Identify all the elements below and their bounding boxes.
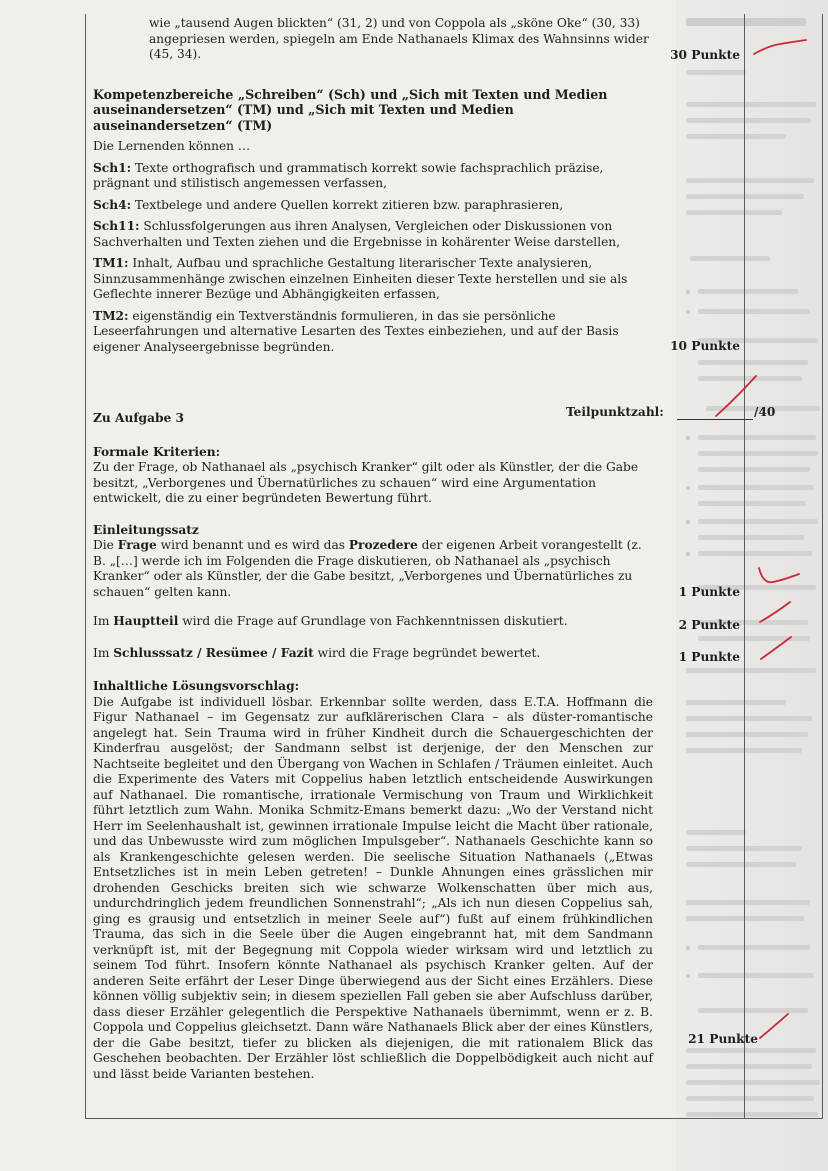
task-heading: Zu Aufgabe 3 bbox=[93, 411, 184, 425]
competency-sch11: Sch11: Schlussfolgerungen aus ihren Analysen, Vergleichen oder Diskussionen von Sachverhalten und Texten ziehen und die Ergebnisse in kohärenter Weise darstellen, bbox=[93, 219, 621, 249]
formal-criteria-heading: Formale Kriterien: bbox=[93, 444, 221, 459]
content-text: Die Aufgabe ist individuell lösbar. Erkennbar sollte werden, dass E.T.A. Hoffmann die Figur Nathanael – im Gegensatz zur aufklärerischen Clara – als düster-romantische angelegt hat. Sein Trauma wird in früher Kindheit durch die Schauergeschichten der Kinderfrau ausgelöst; der Sandmann selbst ist derjenige, der den Menschen zur Nachtseite begleitet und den Übergang von Wachen in Schlafen / Träumen einleitet. Auch die Experimente des Vaters mit Coppelius haben letztlich entscheidende Auswirkungen auf Nathanael. Die romantische, irrationale Vermischung von Traum und Wirklichkeit führt letztlich zum Wahn. Monika Schmitz-Emans bemerkt dazu: „Wo der Verstand nicht Herr im Seelenhaushalt ist, gewinnen irrationale Impulse leicht die Macht über rationale, und das Unbewusste wird zum möglichen Impulsgeber“. Nathanaels Geschichte kann so als Krankengeschichte gelesen werden. Die seelische Situation Nathanaels („Etwas Entsetzliches ist in mein Leben getreten! – Dunkle Ahnungen eines grässlichen mir drohenden Geschicks breiten sich wie schwarze Wolkenschatten über mich aus, undurchdringlich jedem freundlichen Sonnenstrahl“; „Als ich nun diesen Coppelius sah, ging es grausig und entsetzlich in meiner Seele auf“) fußt auf einem frühkindlichen Trauma, das sich in die Seele über die Augen eingebrannt hat, mit dem Sandmann verknüpft ist, mit der Begegnung mit Coppola wieder wirksam wird und letztlich zu seinem Tod führt. Insofern könnte Nathanael als psychisch Kranker gelten. Auf der anderen Seite erfährt der Leser Dinge überwiegend aus der Sicht eines Erzählers. Diese können völlig subjektiv sein; in diesem speziellen Fall geben sie aber Aufschluss darüber, dass dieser Erzähler gelegentlich die Perspektive Nathanaels übernimmt, wenn er z. B. Coppola und Coppelius gleichsetzt. Dann wäre Nathanaels Blick aber der eines Künstlers, der die Gabe besitzt, tiefer zu blicken als diejenigen, die mit rationalem Blick das Geschehen beobachten. Der Erzähler löst schließlich die Doppelbödigkeit auch nicht auf und lässt beide Varianten bestehen. bbox=[93, 694, 653, 1081]
main-column bbox=[93, 16, 653, 1082]
intro-sentence-text: Die Frage wird benannt und es wird das Prozedere der eigenen Arbeit vorangestellt (z. B. „[…] werde ich im Folgenden die Frage diskutieren, ob Nathanael als „psychisch Kranker“ oder als Künstler, der die Gabe besitzt, „Verborgenes und Übernatürliches zu schauen“ gelten kann. bbox=[93, 538, 642, 599]
competence-heading: Kompetenzbereiche „Schreiben“ (Sch) und „Sich mit Texten und Medien auseinandersetzen“ (TM) und „Sich mit Texten und Medien auseinandersetzen“ (TM) bbox=[93, 86, 608, 133]
learners-intro: Die Lernenden können … bbox=[93, 139, 251, 153]
points-content: 21 Punkte bbox=[688, 1032, 758, 1046]
conclusion-text: Im Schlusssatz / Resümee / Fazit wird die Frage begründet bewertet. bbox=[93, 645, 541, 660]
check-mark-main bbox=[756, 598, 796, 628]
check-mark-conclusion bbox=[757, 633, 797, 665]
points-main: 2 Punkte bbox=[678, 618, 740, 632]
formal-criteria-text: Zu der Frage, ob Nathanael als „psychisch Kranker“ gilt oder als Künstler, der die Gabe besitzt, „Verborgenes und Übernatürliches zu schauen“ wird eine Argumentation entwickelt, die zu einer begründeten Bewertung führt. bbox=[93, 460, 639, 505]
check-mark-intro bbox=[755, 562, 805, 592]
main-part-text: Im Hauptteil wird die Frage auf Grundlage von Fachkenntnissen diskutiert. bbox=[93, 614, 568, 628]
content-heading: Inhaltliche Lösungsvorschlag: bbox=[93, 679, 300, 693]
competency-sch4: Sch4: Textbelege und andere Quellen korrekt zitieren bzw. paraphrasieren, bbox=[93, 197, 564, 212]
points-intro: 1 Punkte bbox=[678, 585, 740, 599]
intro-text: wie „tausend Augen blickten“ (31, 2) und von Coppola als „sköne Oke“ (30, 33) angepriesen werden, spiegeln am Ende Nathanaels Klimax des Wahnsinns wider (45, 34). bbox=[149, 16, 649, 61]
check-mark-subtotal bbox=[712, 372, 762, 422]
competency-sch1: Sch1: Texte orthografisch und grammatisch korrekt sowie fachsprachlich präzise, prägnant und stilistisch angemessen verfassen, bbox=[93, 160, 604, 190]
intro-sentence-heading: Einleitungssatz bbox=[93, 522, 199, 537]
check-mark-a bbox=[750, 32, 810, 62]
points-conclusion: 1 Punkte bbox=[678, 650, 740, 664]
check-mark-content bbox=[756, 1010, 796, 1044]
subtotal-label: Teilpunktzahl: bbox=[566, 405, 664, 419]
subtotal-max: /40 bbox=[754, 405, 776, 419]
competency-tm1: TM1: Inhalt, Aufbau und sprachliche Gestaltung literarischer Texte analysieren, Sinnzusammenhänge zwischen einzelnen Einheiten dieser Texte herstellen und sie als Geflechte innerer Bezüge und Abhängigkeiten erfassen, bbox=[93, 256, 628, 301]
points-competence-a: 30 Punkte bbox=[670, 48, 740, 62]
competency-tm2: TM2: eigenständig ein Textverständnis formulieren, in das sie persönliche Leseerfahrungen und alternative Lesarten des Textes einbeziehen, und auf der Basis eigener Analyseergebnisse begründen. bbox=[93, 308, 619, 354]
column-divider bbox=[744, 14, 745, 1118]
points-competence-b: 10 Punkte bbox=[670, 339, 740, 353]
